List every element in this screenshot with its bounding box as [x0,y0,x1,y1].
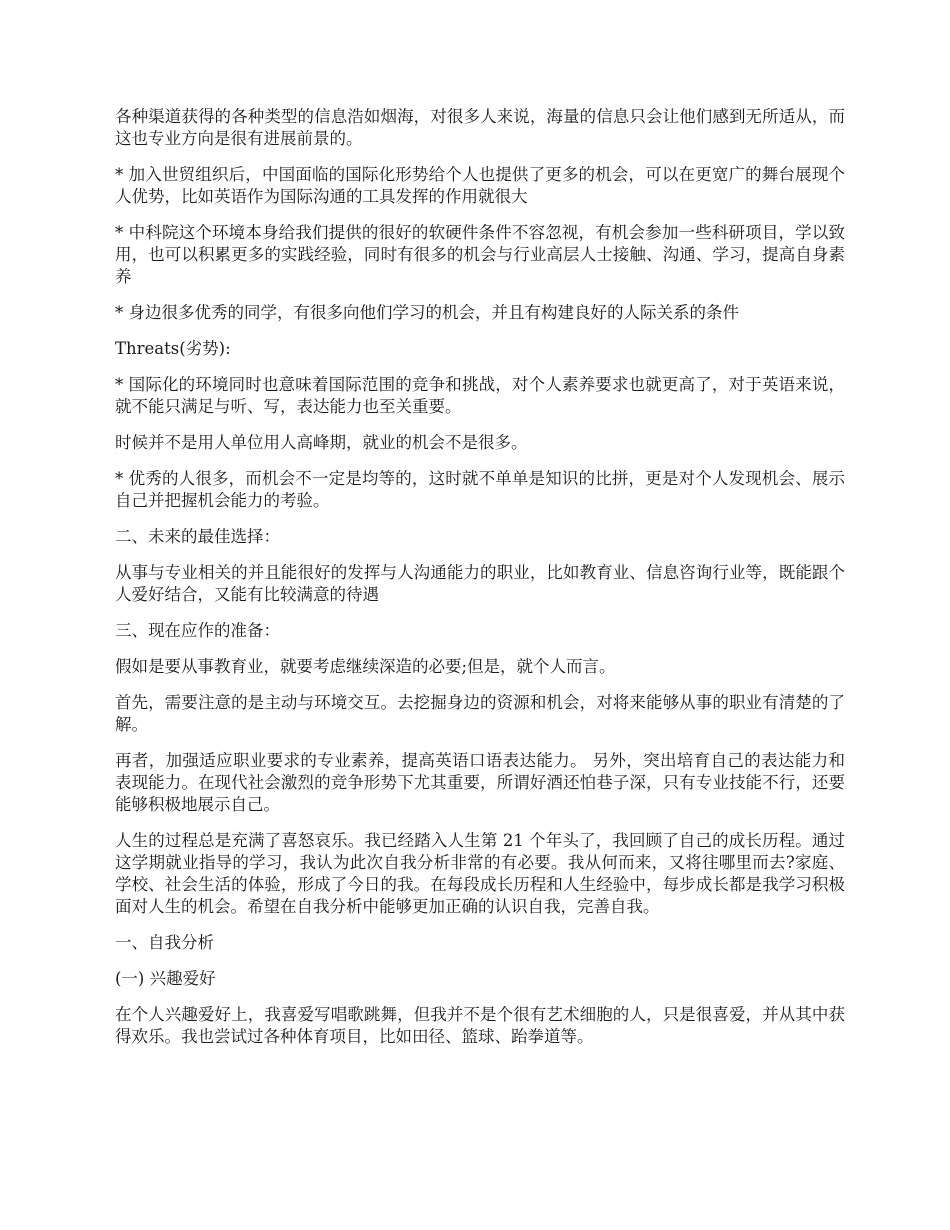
paragraph-opportunity-cas: * 中科院这个环境本身给我们提供的很好的软硬件条件不容忽视，有机会参加一些科研项目，学以致用，也可以积累更多的实践经验，同时有很多的机会与行业高层人士接触、沟通、学习，提高自身素养 [115,223,845,286]
heading-preparation: 三、现在应作的准备： [115,621,280,640]
paragraph-opportunity-classmates: * 身边很多优秀的同学，有很多向他们学习的机会，并且有构建良好的人际关系的条件 [115,303,739,322]
paragraph-preparation-second: 再者，加强适应职业要求的专业素养，提高英语口语表达能力。 另外，突出培育自己的表达能力和表现能力。在现代社会激烈的竞争形势下尤其重要，所谓好酒还怕巷子深，只有专业技能不行，还要能够积极地展示自己。 [115,751,845,814]
paragraph-threat-timing: 时候并不是用人单位用人高峰期，就业的机会不是很多。 [115,433,528,452]
heading-best-choice: 二、未来的最佳选择： [115,527,280,546]
paragraph-opportunity-wto: * 加入世贸组织后，中国面临的国际化形势给个人也提供了更多的机会，可以在更宽广的舞台展现个人优势，比如英语作为国际沟通的工具发挥的作用就很大 [115,165,845,206]
heading-threats: Threats(劣势): [115,339,231,358]
paragraph-interests: 在个人兴趣爱好上，我喜爱写唱歌跳舞，但我并不是个很有艺术细胞的人，只是很喜爱，并从其中获得欢乐。我也尝试过各种体育项目，比如田径、篮球、跆拳道等。 [115,1005,845,1046]
paragraph-preparation-education: 假如是要从事教育业，就要考虑继续深造的必要;但是，就个人而言。 [115,657,616,676]
paragraph-life-intro: 人生的过程总是充满了喜怒哀乐。我已经踏入人生第 21 个年头了，我回顾了自己的成长历程。通过这学期就业指导的学习，我认为此次自我分析非常的有必要。我从何而来，又将往哪里而去?家庭、学校、社会生活的体验，形成了今日的我。在每段成长历程和人生经验中，每步成长都是我学习积极面对人生的机会。希望在自我分析中能够更加正确的认识自我，完善自我。 [115,831,845,916]
paragraph-threat-international: * 国际化的环境同时也意味着国际范围的竞争和挑战，对个人素养要求也就更高了，对于英语来说，就不能只满足与听、写，表达能力也至关重要。 [115,375,845,416]
subheading-interests: (一) 兴趣爱好 [115,969,216,988]
heading-self-analysis: 一、自我分析 [115,933,214,952]
paragraph-opportunity-info: 各种渠道获得的各种类型的信息浩如烟海，对很多人来说，海量的信息只会让他们感到无所适从，而这也专业方向是很有进展前景的。 [115,107,845,148]
document-body [115,106,845,1062]
paragraph-best-choice: 从事与专业相关的并且能很好的发挥与人沟通能力的职业，比如教育业、信息咨询行业等，既能跟个人爱好结合，又能有比较满意的待遇 [115,563,845,604]
paragraph-preparation-first: 首先，需要注意的是主动与环境交互。去挖掘身边的资源和机会，对将来能够从事的职业有清楚的了解。 [115,693,845,734]
paragraph-threat-competition: * 优秀的人很多，而机会不一定是均等的，这时就不单单是知识的比拼，更是对个人发现机会、展示自己并把握机会能力的考验。 [115,469,845,510]
